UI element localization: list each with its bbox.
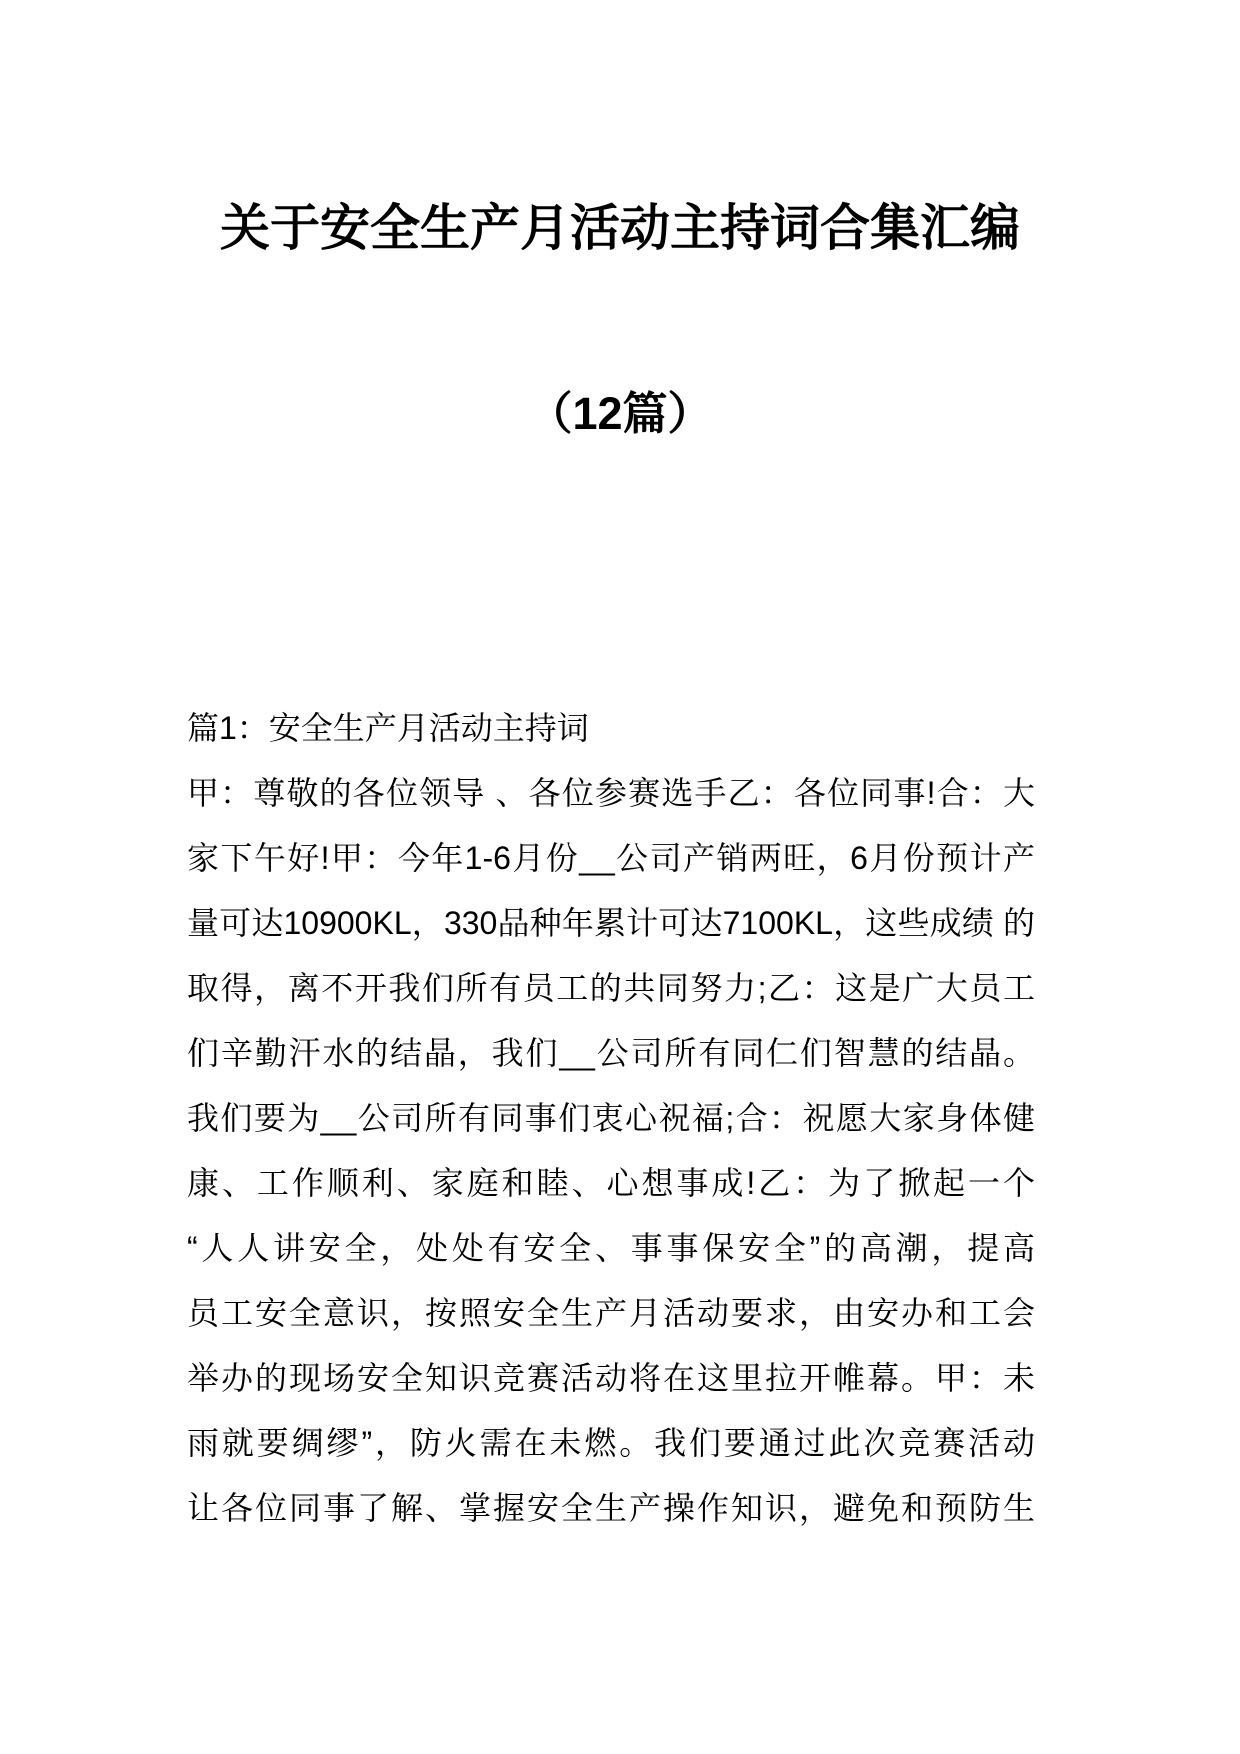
body-text-line: 举办的现场安全知识竞赛活动将在这里拉开帷幕。甲：未 bbox=[187, 1360, 1035, 1396]
body-text-line: 量可达10900KL，330品种年累计可达7100KL，这些成绩 的 bbox=[187, 905, 1035, 941]
body-text-line: 我们要为__公司所有同事们衷心祝福;合：祝愿大家身体健 bbox=[187, 1100, 1035, 1136]
body-text-line: 取得，离不开我们所有员工的共同努力;乙：这是广大员工 bbox=[187, 970, 1035, 1006]
body-text-line: 员工安全意识，按照安全生产月活动要求，由安办和工会 bbox=[187, 1295, 1035, 1331]
document-title-text: 关于安全生产月活动主持词合集汇编 bbox=[220, 200, 1020, 256]
body-text-line: 们辛勤汗水的结晶，我们__公司所有同仁们智慧的结晶。 bbox=[187, 1035, 1035, 1071]
body-text-line: 康、工作顺利、家庭和睦、心想事成!乙：为了掀起一个 bbox=[187, 1165, 1035, 1201]
document-body bbox=[187, 696, 1035, 1541]
document-subtitle-text: （12篇） bbox=[527, 388, 713, 439]
document-subtitle bbox=[0, 386, 1240, 442]
body-text-line: 甲：尊敬的各位领导 、各位参赛选手乙：各位同事!合：大 bbox=[187, 775, 1035, 811]
body-text-line: 让各位同事了解、掌握安全生产操作知识，避免和预防生 bbox=[187, 1490, 1035, 1526]
body-text-line: “人人讲安全，处处有安全、事事保安全”的高潮，提高 bbox=[187, 1230, 1035, 1266]
document-title bbox=[0, 196, 1240, 260]
body-text-line: 雨就要绸缪”，防火需在未燃。我们要通过此次竞赛活动 bbox=[187, 1425, 1035, 1461]
body-text-line: 家下午好!甲：今年1-6月份__公司产销两旺，6月份预计产 bbox=[187, 840, 1035, 876]
section-heading: 篇1：安全生产月活动主持词 bbox=[187, 710, 589, 746]
